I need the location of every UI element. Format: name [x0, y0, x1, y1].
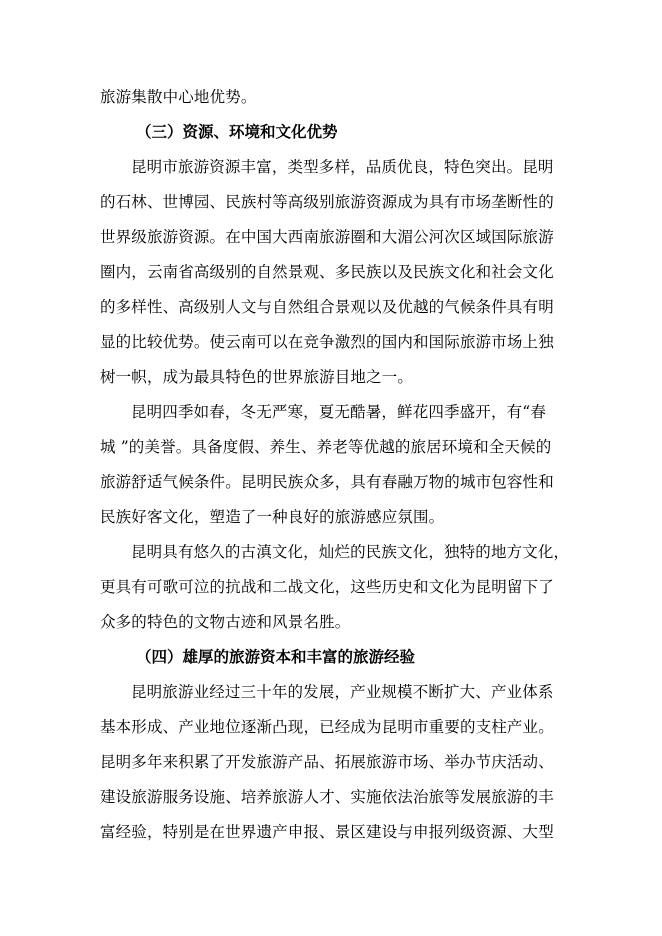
s3-p3-line-3: 众多的特色的文物古迹和风景名胜。 [100, 613, 351, 631]
intro-line: 旅游集散中心地优势。 [100, 88, 257, 106]
s4-p1-line-3: 昆明多年来积累了开发旅游产品、拓展旅游市场、举办节庆活动、 [100, 753, 554, 771]
s4-p1-line-2: 基本形成、产业地位逐渐凸现，已经成为昆明市重要的支柱产业。 [100, 718, 554, 736]
s3-p2-line-1: 昆明四季如春，冬无严寒，夏无酷暑，鲜花四季盛开，有“春 [131, 403, 546, 421]
s4-p1-line-5: 富经验，特别是在世界遗产申报、景区建设与申报列级资源、大型 [100, 823, 554, 841]
s3-p2-line-4: 民族好客文化，塑造了一种良好的旅游感应氛围。 [100, 508, 445, 526]
s4-p1-line-1: 昆明旅游业经过三十年的发展，产业规模不断扩大、产业体系 [131, 683, 554, 701]
s3-p1-line-4: 圈内，云南省高级别的自然景观、多民族以及民族文化和社会文化 [100, 263, 554, 281]
s3-p3-line-1: 昆明具有悠久的古滇文化，灿烂的民族文化，独特的地方文化， [131, 543, 570, 561]
s3-p3-line-2: 更具有可歌可泣的抗战和二战文化，这些历史和文化为昆明留下了 [100, 578, 554, 596]
s3-p1-line-5: 的多样性、高级别人文与自然组合景观以及优越的气候条件具有明 [100, 298, 554, 316]
section-3-heading: （三）资源、环境和文化优势 [136, 122, 338, 141]
s3-p2-line-2: 城 ”的美誉。具备度假、养生、养老等优越的旅居环境和全天候的 [100, 438, 552, 456]
s3-p1-line-1: 昆明市旅游资源丰富，类型多样，品质优良，特色突出。昆明 [131, 158, 554, 176]
s3-p2-line-3: 旅游舒适气候条件。昆明民族众多，具有春融万物的城市包容性和 [100, 473, 554, 491]
s3-p1-line-6: 显的比较优势。使云南可以在竞争激烈的国内和国际旅游市场上独 [100, 333, 554, 351]
s3-p1-line-7: 树一帜，成为最具特色的世界旅游目地之一。 [100, 368, 414, 386]
s3-p1-line-2: 的石林、世博园、民族村等高级别旅游资源成为具有市场垄断性的 [100, 193, 554, 211]
s3-p1-line-3: 世界级旅游资源。在中国大西南旅游圈和大湄公河次区域国际旅游 [100, 228, 554, 246]
section-4-heading: （四）雄厚的旅游资本和丰富的旅游经验 [136, 647, 416, 666]
s4-p1-line-4: 建设旅游服务设施、培养旅游人才、实施依法治旅等发展旅游的丰 [100, 788, 554, 806]
